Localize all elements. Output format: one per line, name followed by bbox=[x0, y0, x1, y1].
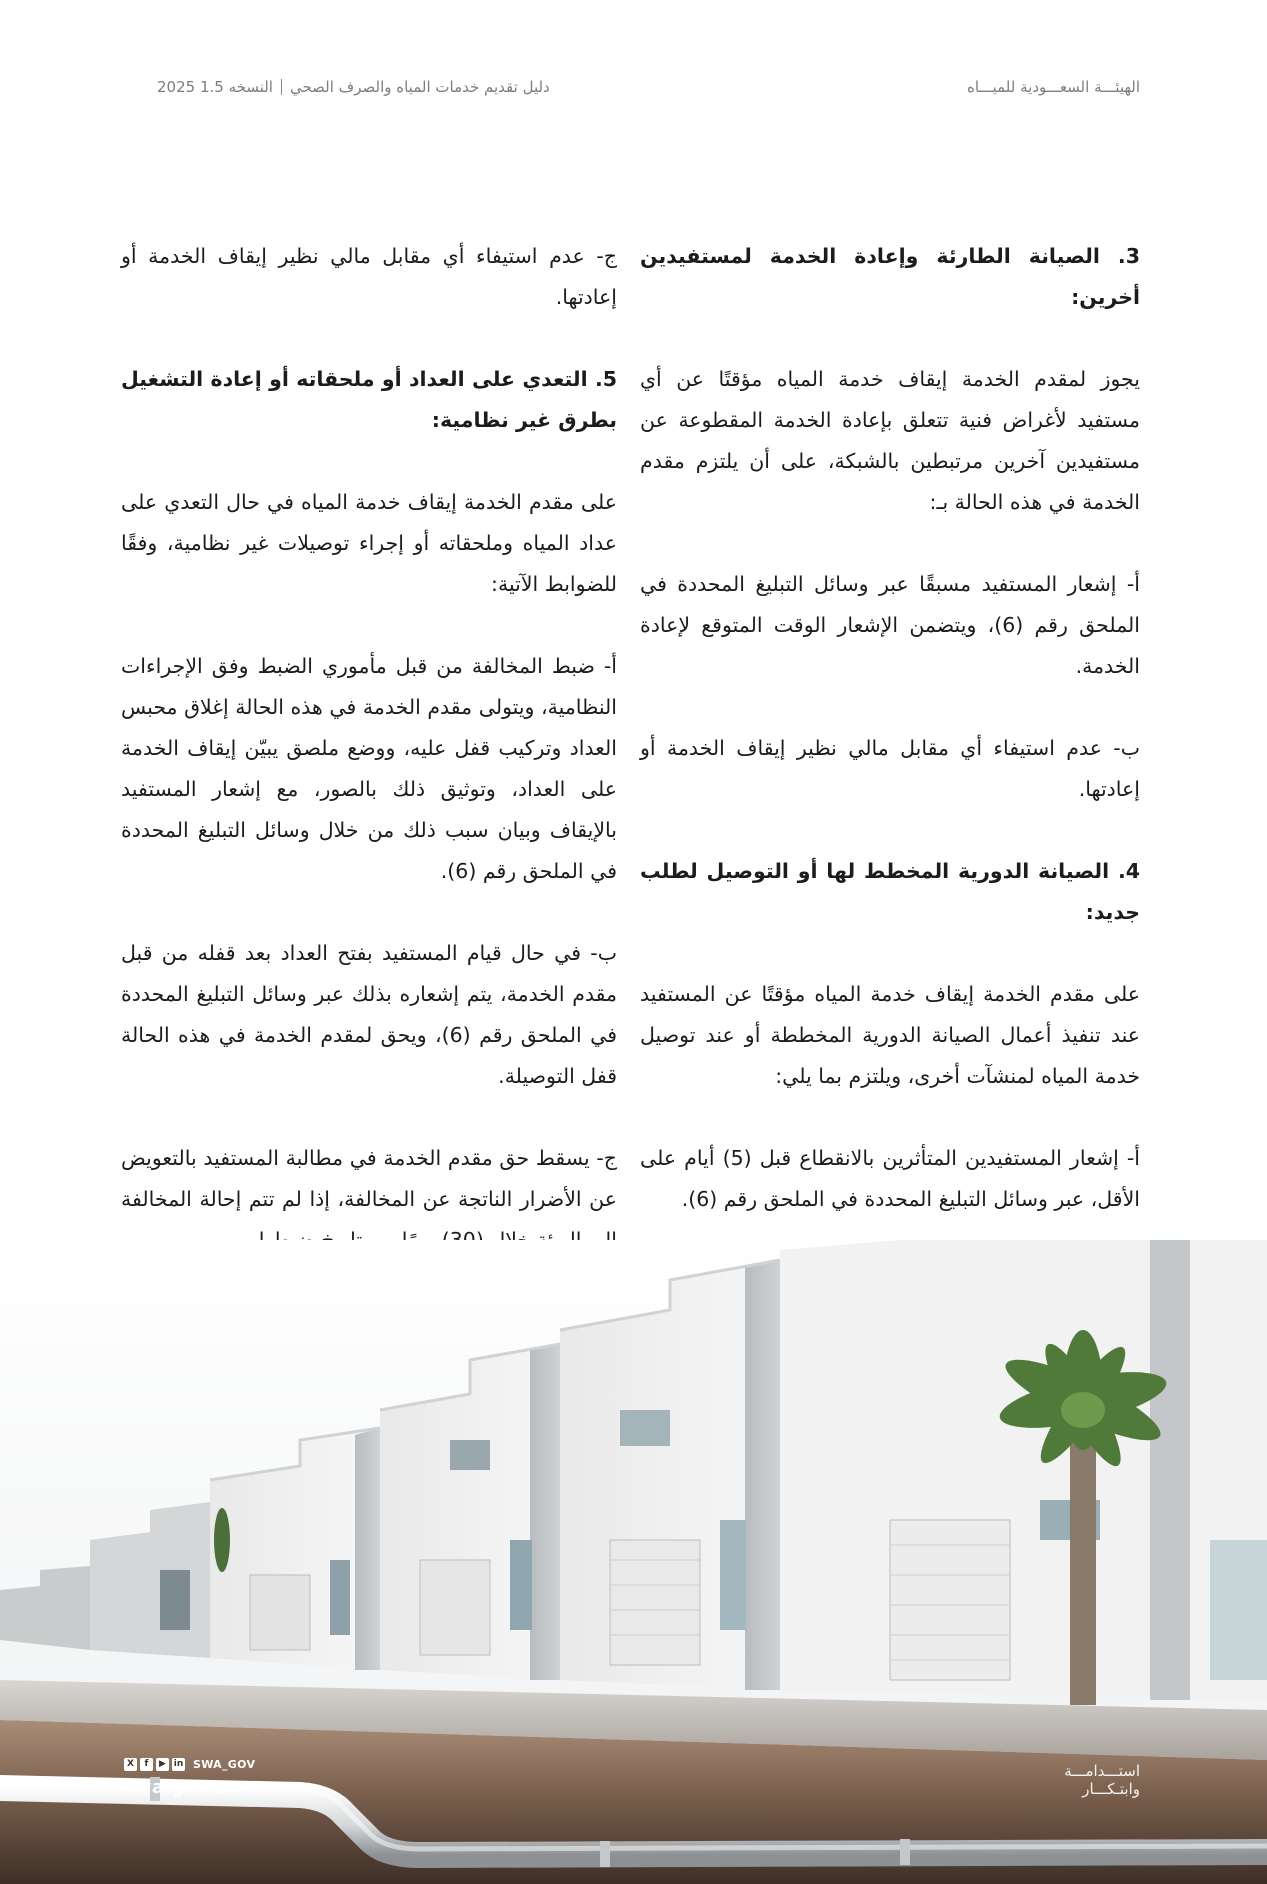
tagline-logo bbox=[1064, 1762, 1140, 1798]
header-org-name: الهيئـــة السعـــودية للميـــاه bbox=[967, 78, 1140, 96]
section-5-item-c: ج- يسقط حق مقدم الخدمة في مطالبة المستفيد بالتعويض عن الأضرار الناتجة عن المخالفة، إذا لم تتم إحالة المخالفة bbox=[121, 1146, 617, 1211]
section-3-intro: يجوز لمقدم الخدمة إيقاف خدمة المياه مؤقتًا عن أي مستفيد لأغراض فنية تتعلق بإعادة الخدمة المقطوعة عن مستفيدين آخرين مرتبطين بالشبكة، على أن يلتزم مقدم الخدمة في هذه الحالة بـ: bbox=[640, 367, 1140, 514]
social-handle[interactable]: SWA_GOV bbox=[193, 1758, 256, 1771]
right-column bbox=[640, 236, 1140, 1343]
section-3-item-a: أ- إشعار المستفيد مسبقًا عبر وسائل التبليغ المحددة في الملحق رقم (6)، ويتضمن الإشعار الوقت المتوقع لإعادة الخدمة. bbox=[640, 572, 1140, 678]
footer-contact bbox=[124, 1758, 255, 1798]
header-doc-info bbox=[157, 78, 550, 96]
tagline-line-2: وابتـكـــار bbox=[1082, 1780, 1140, 1798]
section-5-item-b: ب- في حال قيام المستفيد بفتح العداد بعد قفله من قبل مقدم الخدمة، يتم إشعاره بذلك عبر وسائل التبليغ المحددة في الملحق رقم (6)، ويحق لمقدم الخدمة في هذه الحالة قفل التوصيلة. bbox=[121, 941, 617, 1088]
website-link[interactable]: swa.gov.sa bbox=[124, 1777, 239, 1798]
header-separator bbox=[281, 79, 282, 95]
section-4-intro: على مقدم الخدمة إيقاف خدمة المياه مؤقتًا عن المستفيد عند تنفيذ أعمال الصيانة الدورية المخططة أو عند توصيل خدمة المياه لمنشآت أخرى، ويلتزم بما يلي: bbox=[640, 982, 1140, 1088]
left-column bbox=[121, 236, 617, 1302]
tagline-line-1: استـــدامـــة bbox=[1064, 1762, 1140, 1780]
social-links bbox=[124, 1758, 255, 1771]
youtube-icon[interactable]: ▶ bbox=[156, 1758, 169, 1771]
section-4-item-c: ج- عدم استيفاء أي مقابل مالي نظير إيقاف الخدمة أو إعادتها. bbox=[121, 244, 617, 309]
linkedin-icon[interactable]: in bbox=[173, 1759, 184, 1769]
section-4-heading: 4. الصيانة الدورية المخطط لها أو التوصيل لطلب جديد: bbox=[640, 859, 1140, 924]
section-5-intro: على مقدم الخدمة إيقاف خدمة المياه في حال التعدي على عداد المياه وملحقاته أو إجراء توصيلات غير نظامية، وفقًا للضوابط الآتية: bbox=[121, 490, 617, 596]
header-doc-title: دليل تقديم خدمات المياه والصرف الصحي bbox=[289, 78, 550, 96]
section-3-item-b: ب- عدم استيفاء أي مقابل مالي نظير إيقاف الخدمة أو إعادتها. bbox=[640, 736, 1140, 801]
x-icon[interactable]: X bbox=[124, 1758, 137, 1771]
section-5-item-a: أ- ضبط المخالفة من قبل مأموري الضبط وفق الإجراءات النظامية، ويتولى مقدم الخدمة في هذه الحالة إغلاق محبس العداد وتركيب قفل عليه، ووضع ملصق يبيّن إيقاف الخدمة على العداد، وتوثيق ذلك بالصور، مع إشعار المستفيد بالإيقاف وبيان سبب ذلك من خلال وسائل التبليغ المحددة في الملحق رقم (6). bbox=[121, 654, 617, 883]
section-5-heading: 5. التعدي على العداد أو ملحقاته أو إعادة التشغيل بطرق غير نظامية: bbox=[121, 367, 617, 432]
facebook-icon[interactable]: f bbox=[140, 1758, 153, 1771]
header-version: النسخه 1.5 2025 bbox=[157, 78, 273, 96]
section-4-item-a: أ- إشعار المستفيدين المتأثرين بالانقطاع قبل (5) أيام على الأقل، عبر وسائل التبليغ المحددة في الملحق رقم (6). bbox=[640, 1146, 1140, 1211]
section-3-heading: 3. الصيانة الطارئة وإعادة الخدمة لمستفيدين أخرين: bbox=[640, 244, 1140, 309]
